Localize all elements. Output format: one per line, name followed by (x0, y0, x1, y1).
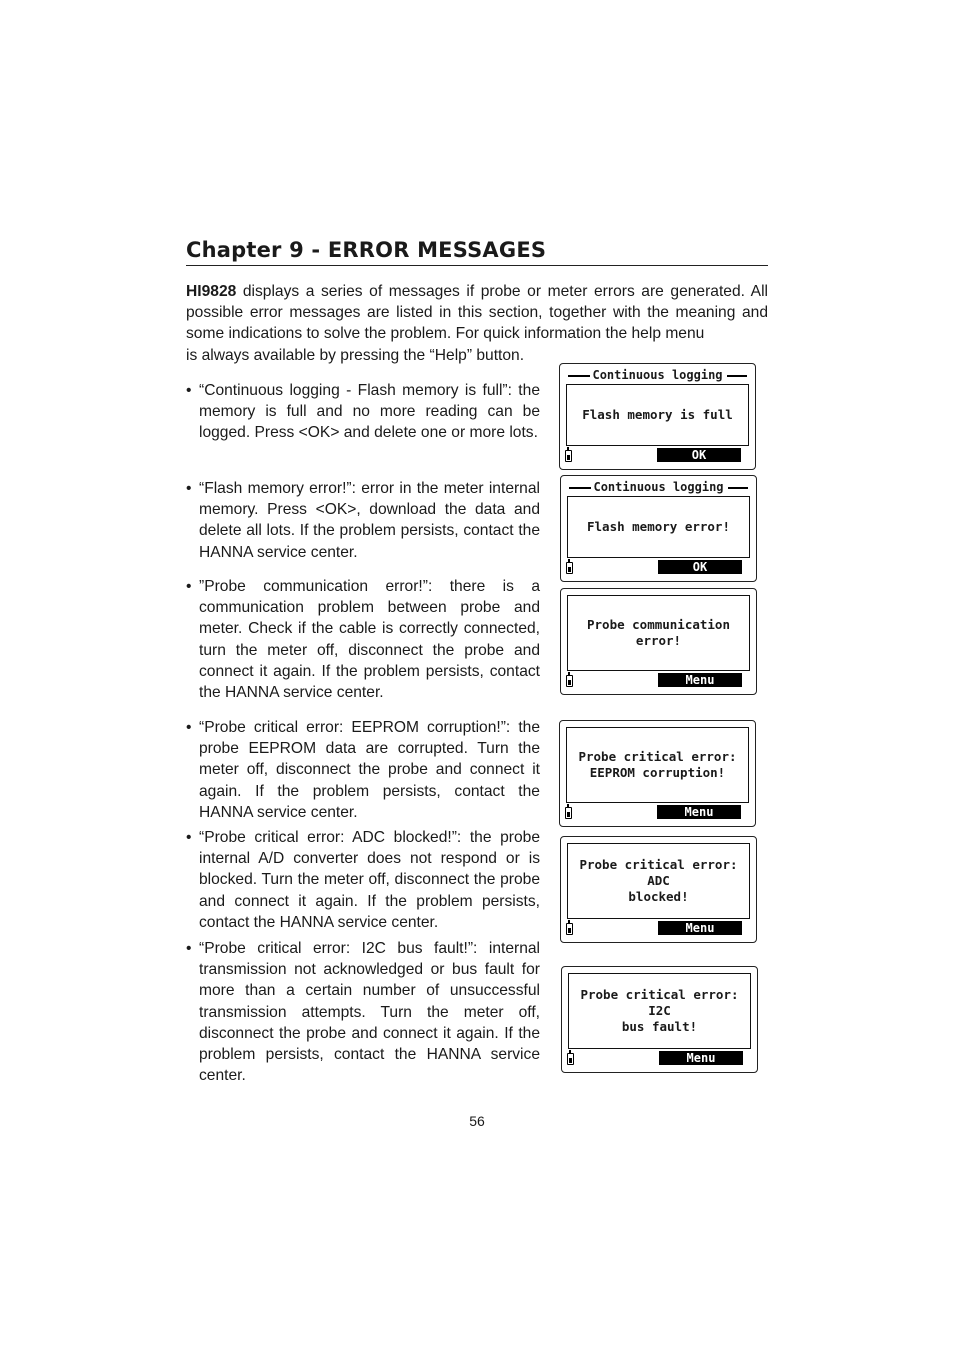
bullet-marker: • (186, 480, 192, 497)
screen-header (568, 368, 747, 382)
chapter-title: Chapter 9 - ERROR MESSAGES (186, 238, 768, 266)
page-number: 56 (469, 1113, 485, 1129)
battery-icon (567, 1053, 574, 1065)
meter-screen (560, 836, 757, 943)
bullet-marker: • (186, 829, 192, 846)
intro-text: displays a series of messages if probe or meter errors are generated. All possible error messages are listed in this section, together with the meaning and some indications to solve the problem. For quick information the help menu (186, 283, 768, 343)
screen-header (569, 480, 748, 494)
menu-button[interactable]: Menu (659, 1051, 743, 1065)
intro-paragraph (186, 281, 768, 366)
intro-last-line: is always available by pressing the “Help” button. (186, 346, 525, 364)
error-description-text: ”Probe communication error!”: there is a communication problem between probe and meter. Check if the cable is correctly connected, turn the meter off, disconnect the probe and connect it again. If the problem persists, contact the HANNA service center. (199, 578, 540, 702)
battery-icon (566, 562, 573, 574)
battery-icon (566, 923, 573, 935)
screen-header-label: Continuous logging (592, 368, 723, 382)
meter-screen (559, 720, 756, 827)
screen-message: Probe critical error: EEPROM corruption! (566, 727, 749, 803)
model-name: HI9828 (186, 283, 237, 300)
battery-icon (566, 675, 573, 687)
ok-button[interactable]: OK (657, 448, 741, 462)
meter-screen (561, 966, 758, 1073)
bullet-marker: • (186, 578, 192, 595)
header-rule (728, 487, 748, 489)
meter-screen (560, 588, 757, 695)
screen-message: Flash memory error! (567, 496, 750, 558)
screen-message: Probe critical error: I2C bus fault! (568, 973, 751, 1049)
screen-header-label: Continuous logging (593, 480, 724, 494)
error-description-text: “Probe critical error: EEPROM corruption!”: the probe EEPROM data are corrupted. Turn the meter off, disconnect the probe and connect it again. If the problem persists, contact the HANNA service center. (199, 719, 540, 821)
error-description-text: “Flash memory error!”: error in the meter internal memory. Press <OK>, download the data and delete all lots. If the problem persists, contact the HANNA service center. (199, 480, 540, 561)
screen-message: Probe critical error: ADC blocked! (567, 843, 750, 919)
screen-message: Probe communication error! (567, 595, 750, 671)
menu-button[interactable]: Menu (657, 805, 741, 819)
error-description (186, 576, 540, 703)
error-description-text: “Probe critical error: I2C bus fault!”: internal transmission not acknowledged or bus fault for more than a certain number of unsuccessful transmission attempts. Turn the meter off, disconnect the probe and connect it again. If the problem persists, contact the HANNA service center. (199, 940, 540, 1085)
error-description-text: “Continuous logging - Flash memory is full”: the memory is full and no more reading can be logged. Press <OK> and delete one or more lots. (199, 382, 540, 442)
bullet-marker: • (186, 719, 192, 736)
ok-button[interactable]: OK (658, 560, 742, 574)
bullet-marker: • (186, 382, 192, 399)
error-description-text: “Probe critical error: ADC blocked!”: the probe internal A/D converter does not respond or is blocked. Turn the meter off, disconnect the probe and connect it again. If the problem persists, contact the HANNA service center. (199, 829, 540, 931)
battery-icon (565, 450, 572, 462)
menu-button[interactable]: Menu (658, 673, 742, 687)
error-description (186, 478, 540, 563)
error-description (186, 938, 540, 1086)
screen-message: Flash memory is full (566, 384, 749, 446)
header-rule (727, 375, 747, 377)
bullet-marker: • (186, 940, 192, 957)
meter-screen (560, 475, 757, 582)
error-description (186, 827, 540, 933)
battery-icon (565, 807, 572, 819)
menu-button[interactable]: Menu (658, 921, 742, 935)
meter-screen (559, 363, 756, 470)
error-description (186, 717, 540, 823)
error-description (186, 380, 540, 444)
